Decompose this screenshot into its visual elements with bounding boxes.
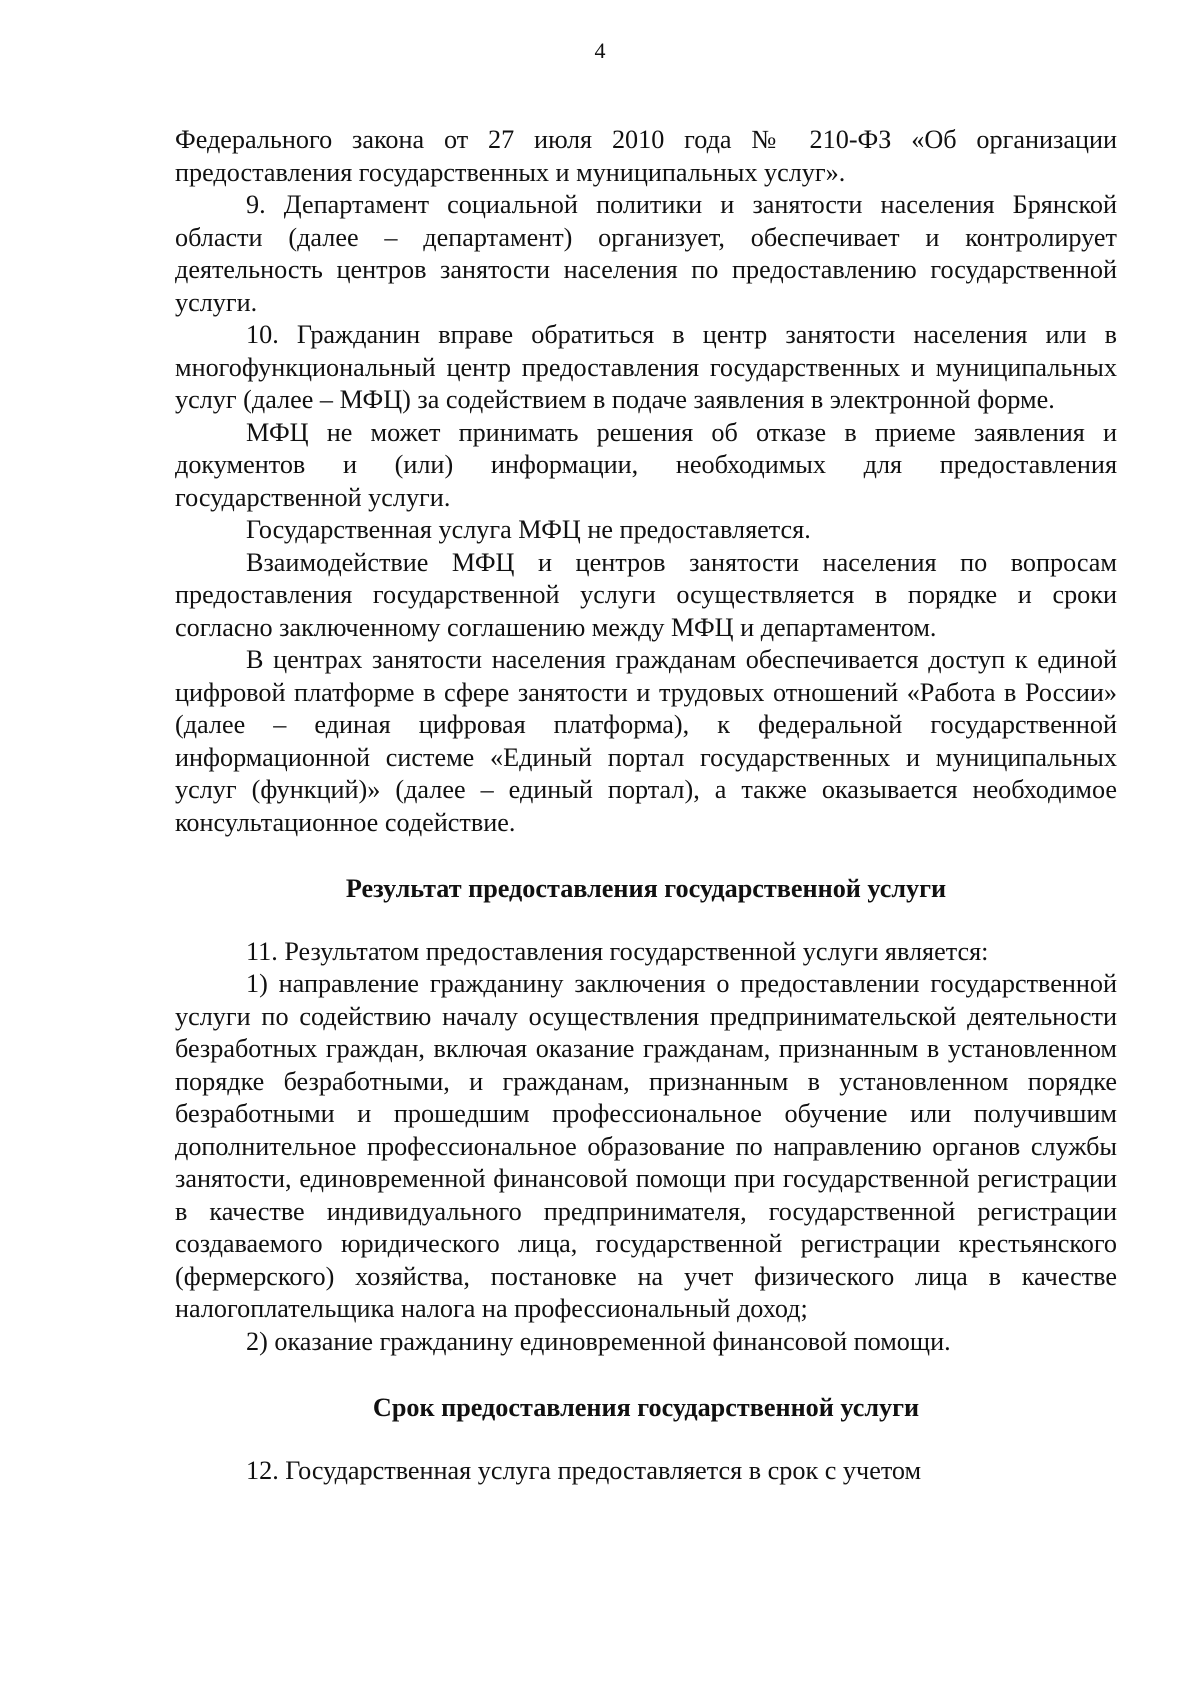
paragraph-9-number: 9. xyxy=(246,190,266,219)
paragraph-11 xyxy=(175,936,1117,969)
paragraph-10-text: Гражданин вправе обратиться в центр занятости населения или в многофункциональный центр предоставления государственных и муниципальных услуг (далее – МФЦ) за содействием в подаче заявления в электронной форме. xyxy=(175,320,1118,414)
paragraph-11-item-2: 2) оказание гражданину единовременной финансовой помощи. xyxy=(246,1326,951,1356)
document-body xyxy=(175,124,1117,1487)
paragraph-12 xyxy=(175,1455,1117,1488)
paragraph-law-reference: Федерального закона от 27 июля 2010 года № 210-ФЗ «Об организации предоставления государственных и муниципальных услуг». xyxy=(175,125,1117,187)
paragraph-10-mfc-not-provided: Государственная услуга МФЦ не предоставляется. xyxy=(246,515,811,544)
paragraph-10-platform-access: В центрах занятости населения гражданам обеспечивается доступ к единой цифровой платформе в сфере занятости и трудовых отношений «Работа в России» (далее – единая цифровая платформа), к федеральной государственной информационной системе «Единый портал государственных и муниципальных услуг (функций)» (далее – единый портал), а также оказывается необходимое консультационное содействие. xyxy=(175,645,1117,837)
paragraph-10-mfc-restriction: МФЦ не может принимать решения об отказе в приеме заявления и документов и (или) информации, необходимых для предоставления государственной услуги. xyxy=(175,417,1117,512)
paragraph-11-text: Результатом предоставления государственной услуги является: xyxy=(284,936,989,966)
paragraph-10-number: 10. xyxy=(246,320,279,349)
page-number: 4 xyxy=(594,38,606,63)
paragraph-11-item-1: 1) направление гражданину заключения о предоставлении государственной услуги по содействию началу осуществления предпринимательской деятельности безработных граждан, включая оказание гражданам, признанным в установленном порядке безработными, и гражданам, признанным в установленном порядке безработными и прошедшим профессиональное обучение или получившим дополнительное профессиональное образование по направлению органов службы занятости, единовременной финансовой помощи при государственной регистрации в качестве индивидуального предпринимателя, государственной регистрации создаваемого юридического лица, государственной регистрации крестьянского (фермерского) хозяйства, постановке на учет физического лица в качестве налогоплательщика налога на профессиональный доход; xyxy=(175,969,1117,1323)
paragraph-12-text: Государственная услуга предоставляется в срок с учетом xyxy=(285,1455,922,1485)
paragraph-12-number: 12. xyxy=(246,1455,279,1485)
paragraph-9 xyxy=(175,189,1117,319)
paragraph-11-number: 11. xyxy=(246,936,278,966)
section-heading-term: Срок предоставления государственной услуги xyxy=(372,1393,920,1422)
paragraph-9-text: Департамент социальной политики и занятости населения Брянской области (далее – департамент) организует, обеспечивает и контролирует деятельность центров занятости населения по предоставлению государственной услуги. xyxy=(175,190,1117,317)
section-heading-result: Результат предоставления государственной услуги xyxy=(345,874,947,903)
paragraph-10-interaction: Взаимодействие МФЦ и центров занятости населения по вопросам предоставления государственной услуги осуществляется в порядке и сроки согласно заключенному соглашению между МФЦ и департаментом. xyxy=(175,547,1117,642)
paragraph-10 xyxy=(175,319,1117,417)
